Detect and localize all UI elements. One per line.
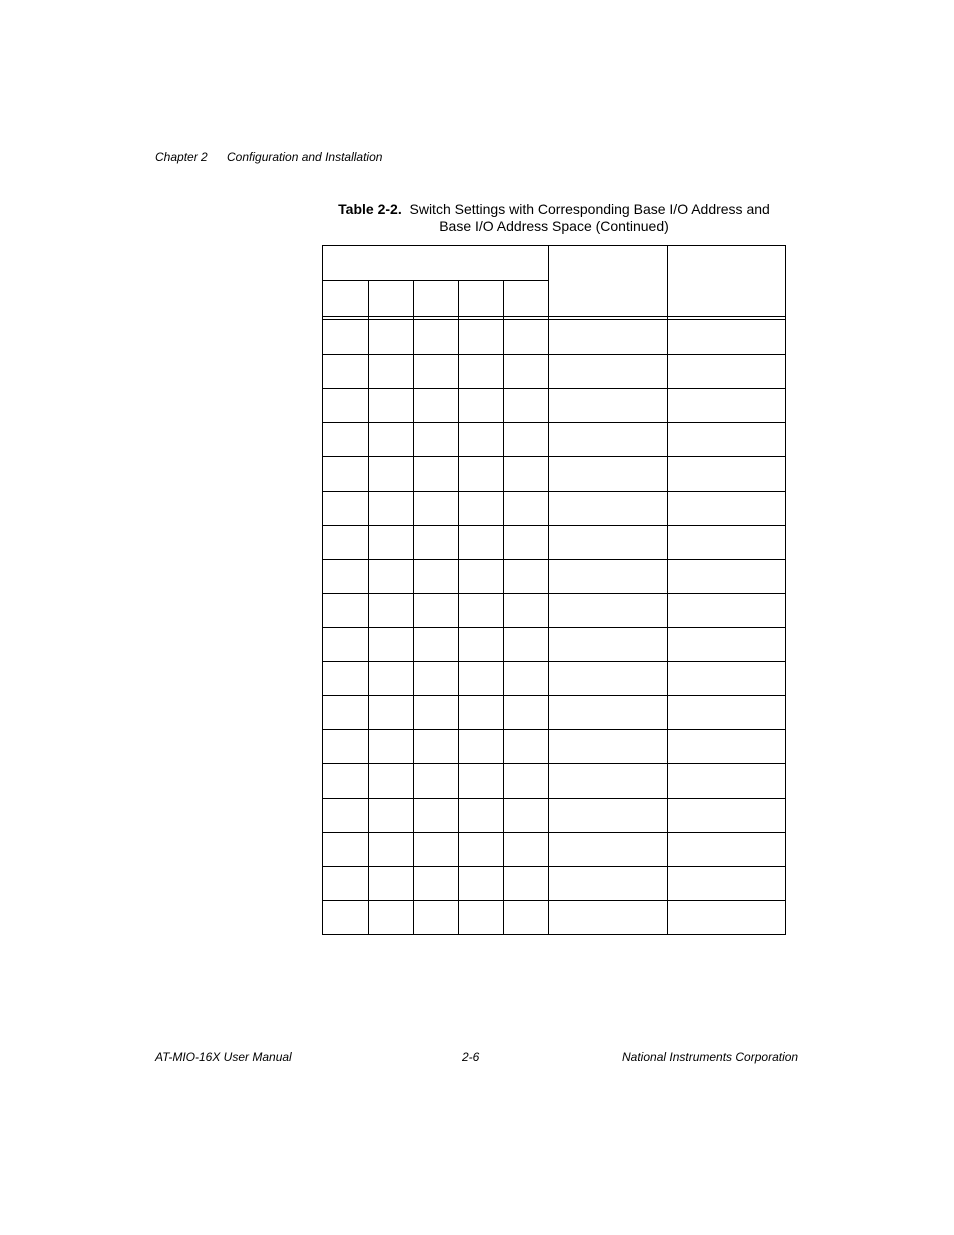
table-row-rule [323,832,785,833]
switch-column-rule [413,280,414,934]
table-caption-label: Table 2-2. [338,201,402,217]
footer-manual-title: AT-MIO-16X User Manual [155,1050,292,1064]
table-row-rule [323,422,785,423]
switch-header-rule [323,280,548,281]
table-row-rule [323,866,785,867]
table-caption-title: Switch Settings with Corresponding Base I/O Address and [409,201,770,217]
table-row-rule [323,798,785,799]
table-row-rule [323,491,785,492]
table-row-rule [323,763,785,764]
table-row-rule [323,593,785,594]
table-caption-line-2: Base I/O Address Space (Continued) [439,218,669,234]
table-row-rule [323,627,785,628]
table-row-rule [323,559,785,560]
table-row-rule [323,900,785,901]
switch-column-rule [458,280,459,934]
header-double-rule-top [323,316,785,317]
table-row-rule [323,456,785,457]
switch-column-rule [503,280,504,934]
footer-page-number: 2-6 [462,1050,480,1064]
table-row-rule [323,661,785,662]
table-caption-line-1 [322,201,786,218]
running-header-section: Configuration and Installation [227,150,383,164]
header-double-rule-bottom [323,319,785,320]
table-row-rule [323,525,785,526]
switch-column-rule [368,280,369,934]
table-row-rule [323,354,785,355]
switch-settings-table [322,245,786,935]
table-row-rule [323,695,785,696]
table-row-rule [323,388,785,389]
running-header-chapter: Chapter 2 [155,150,208,164]
address-space-column-rule [667,246,668,934]
footer-company: National Instruments Corporation [622,1050,799,1064]
base-address-column-rule [548,246,549,934]
table-row-rule [323,729,785,730]
table-caption [322,201,786,235]
